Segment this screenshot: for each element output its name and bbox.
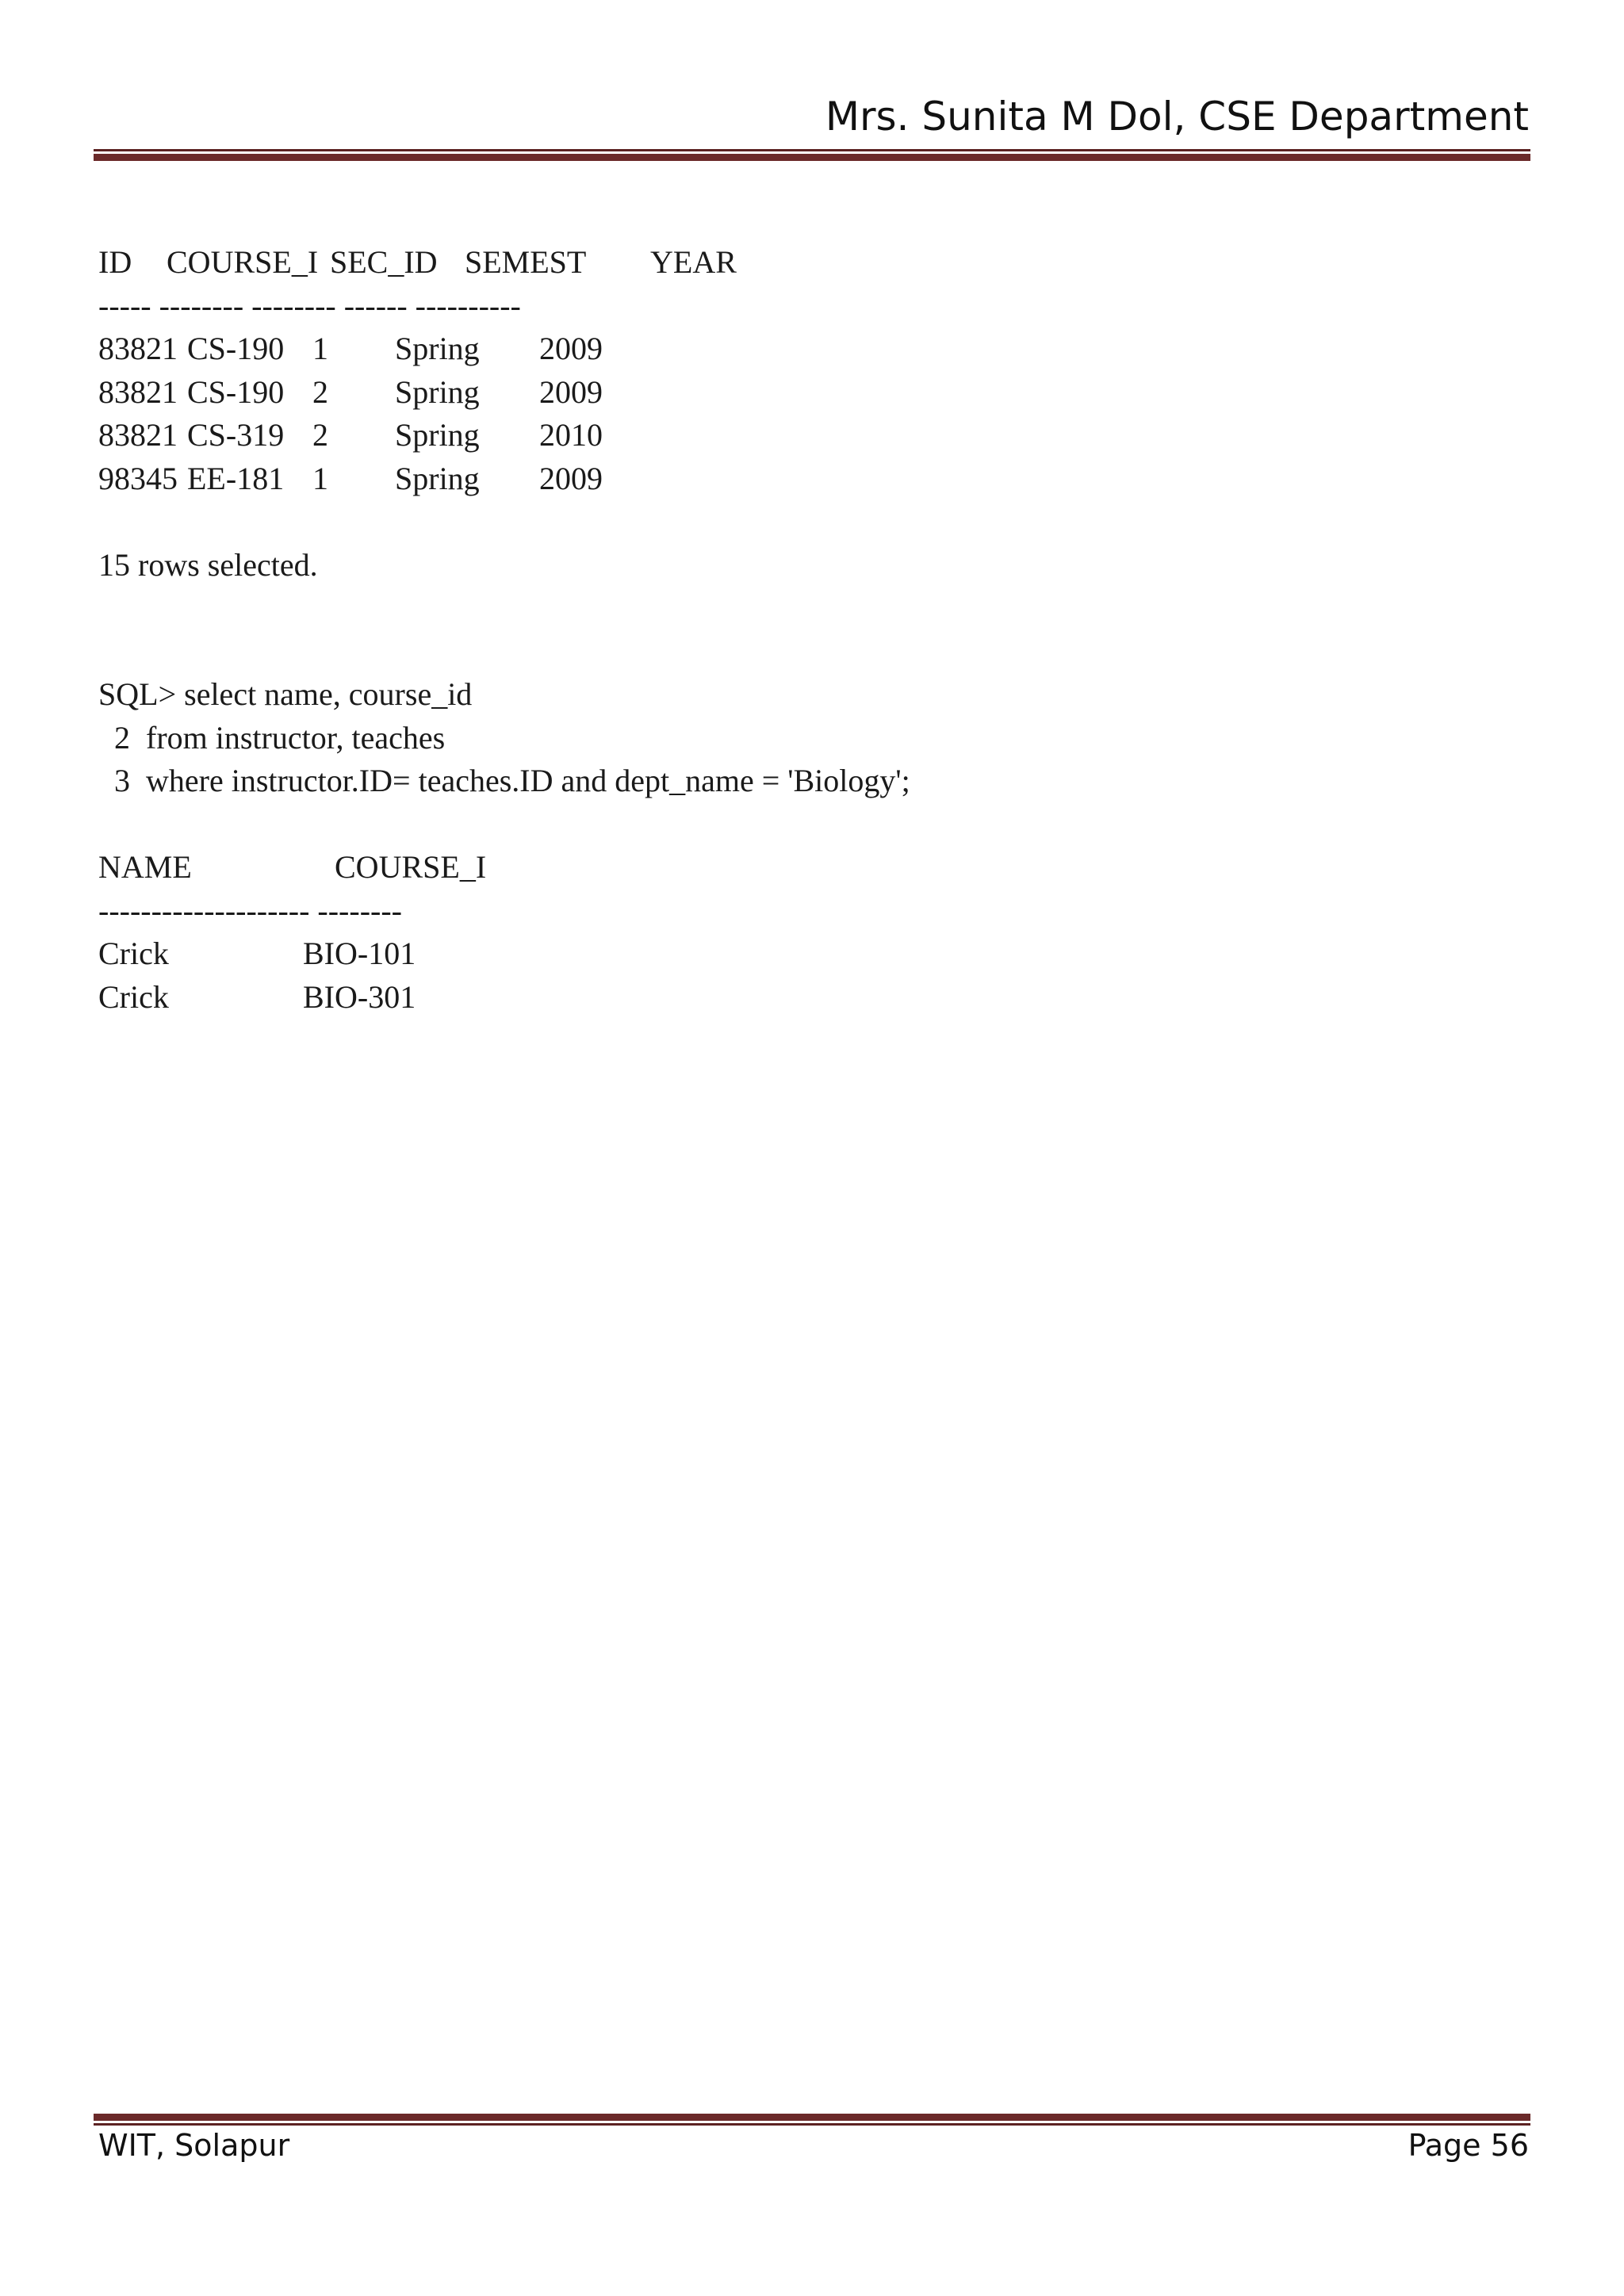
- result1-header-row: [98, 241, 910, 285]
- footer-institution: WIT, Solapur: [98, 2128, 290, 2163]
- table-row: [98, 932, 910, 976]
- table-row: [98, 457, 910, 501]
- cell-year: 2010: [539, 417, 603, 453]
- cell-name: Crick: [98, 978, 169, 1015]
- sql-query-line: 2 from instructor, teaches: [98, 719, 446, 756]
- cell-semester: Spring: [395, 373, 480, 410]
- column-header-course-id: COURSE_I: [167, 244, 319, 280]
- cell-sec-id: 1: [312, 331, 328, 366]
- column-header-id: ID: [98, 244, 132, 280]
- cell-sec-id: 2: [312, 373, 328, 410]
- cell-course-id: CS-190: [187, 373, 285, 410]
- cell-sec-id: 1: [312, 460, 328, 496]
- cell-id: 83821: [98, 331, 178, 366]
- cell-year: 2009: [539, 331, 603, 366]
- result1-separator: ----- -------- -------- ------ ----------: [98, 287, 521, 323]
- result2-separator: -------------------- --------: [98, 892, 402, 928]
- cell-id: 98345: [98, 460, 178, 496]
- cell-year: 2009: [539, 460, 603, 496]
- cell-id: 83821: [98, 373, 178, 410]
- cell-course-id: CS-319: [187, 417, 285, 453]
- header-divider: [94, 149, 1530, 161]
- cell-id: 83821: [98, 417, 178, 453]
- cell-year: 2009: [539, 373, 603, 410]
- cell-semester: Spring: [395, 331, 480, 366]
- document-body: [98, 241, 910, 1019]
- sql-query-line: 3 where instructor.ID= teaches.ID and dept_name = 'Biology';: [98, 763, 910, 798]
- table-row: [98, 414, 910, 457]
- table-row: [98, 976, 910, 1020]
- page-header-title: Mrs. Sunita M Dol, CSE Department: [825, 94, 1529, 140]
- cell-name: Crick: [98, 936, 169, 971]
- column-header-year: YEAR: [650, 244, 737, 280]
- cell-course-id: EE-181: [187, 460, 285, 496]
- spacer: [98, 500, 910, 544]
- column-header-name: NAME: [98, 849, 192, 885]
- table-row: [98, 371, 910, 415]
- spacer: [98, 803, 910, 847]
- cell-course-id: BIO-301: [303, 978, 416, 1015]
- cell-semester: Spring: [395, 417, 480, 453]
- column-header-sec-id: SEC_ID: [330, 244, 438, 280]
- spacer: [98, 587, 910, 673]
- sql-query-line: SQL> select name, course_id: [98, 676, 473, 712]
- table-row: [98, 327, 910, 371]
- footer-divider: [94, 2114, 1530, 2126]
- cell-course-id: BIO-101: [303, 936, 416, 971]
- result2-header-row: [98, 846, 910, 890]
- column-header-course-id: COURSE_I: [335, 849, 487, 885]
- rows-selected-text: 15 rows selected.: [98, 546, 318, 583]
- cell-sec-id: 2: [312, 417, 328, 453]
- column-header-semester: SEMEST: [465, 244, 587, 280]
- cell-course-id: CS-190: [187, 331, 285, 366]
- footer-page-number: Page 56: [1408, 2128, 1529, 2163]
- cell-semester: Spring: [395, 460, 480, 496]
